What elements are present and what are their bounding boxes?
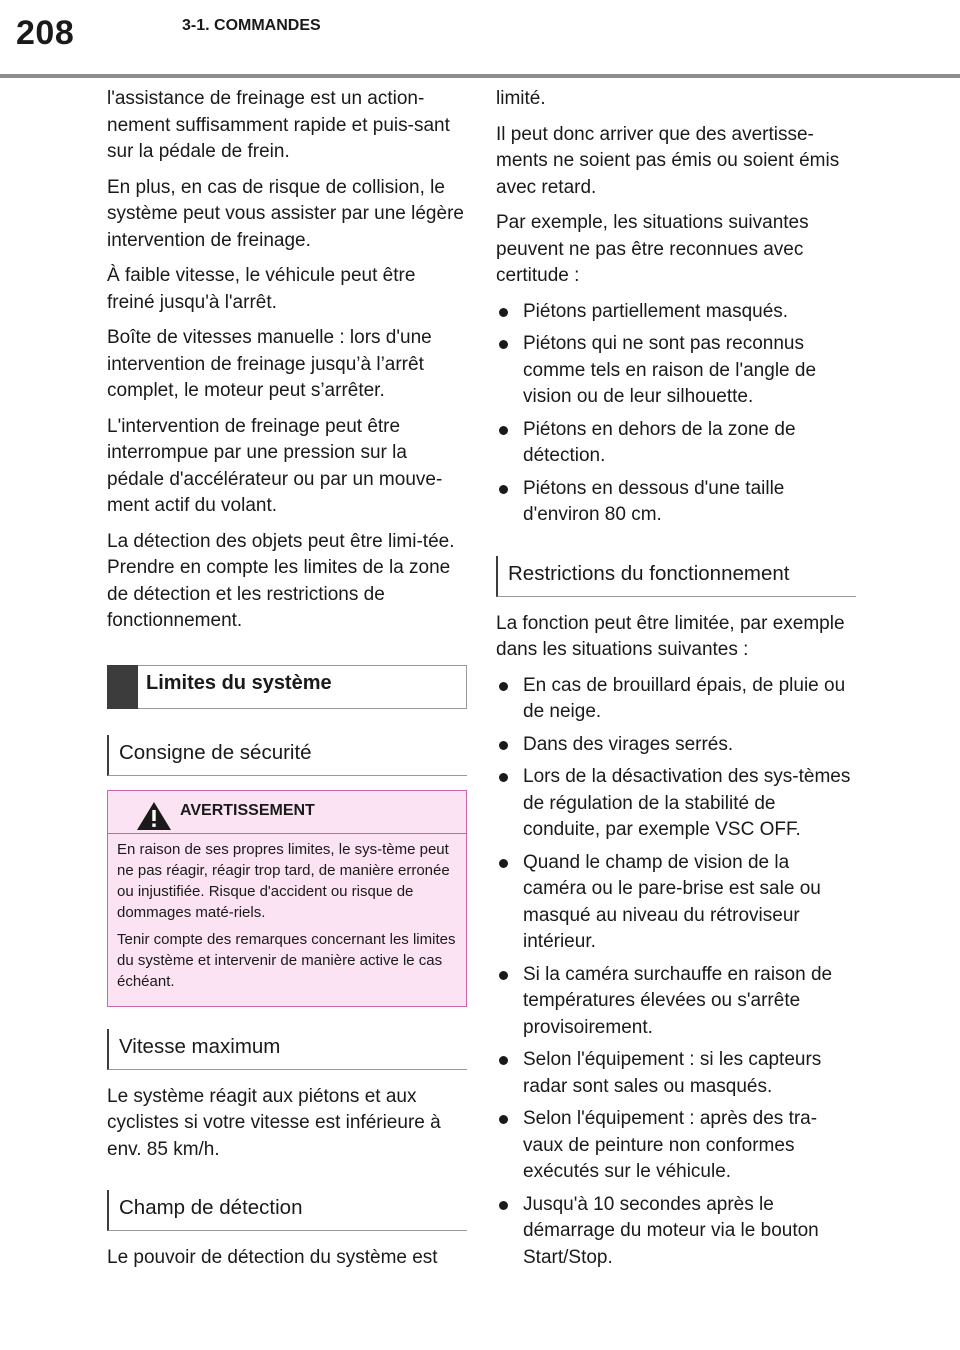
list-item: Quand le champ de vision de la caméra ou le pare-brise est sale ou masqué au niveau du rétroviseur intérieur. <box>496 850 856 956</box>
section-header-system-limits <box>107 665 467 709</box>
bullet-dot-icon <box>499 426 508 435</box>
warning-paragraph: Tenir compte des remarques concernant les limites du système et intervenir de manière active le cas échéant. <box>117 930 456 990</box>
warning-header <box>108 791 466 834</box>
list-item: Lors de la désactivation des sys-tèmes de régulation de la stabilité de conduite, par exemple VSC OFF. <box>496 764 856 844</box>
warning-box <box>107 790 467 1007</box>
list-item: Si la caméra surchauffe en raison de températures élevées ou s'arrête provisoirement. <box>496 962 856 1042</box>
page-number: 208 <box>16 14 75 52</box>
paragraph: Il peut donc arriver que des avertisse-ments ne soient pas émis ou soient émis avec retard. <box>496 123 840 198</box>
list-item: Jusqu'à 10 secondes après le démarrage du moteur via le bouton Start/Stop. <box>496 1192 856 1272</box>
warning-triangle-icon <box>136 801 172 831</box>
bullet-dot-icon <box>499 682 508 691</box>
paragraph: La fonction peut être limitée, par exemple dans les situations suivantes : <box>496 612 845 660</box>
paragraph: Boîte de vitesses manuelle : lors d'une intervention de freinage jusqu’à l’arrêt complet, le moteur peut s’arrêter. <box>107 327 432 401</box>
bullet-list <box>496 673 856 1272</box>
left-column <box>107 86 467 1281</box>
bullet-dot-icon <box>499 741 508 750</box>
header-rule <box>0 74 960 78</box>
bullet-dot-icon <box>499 1056 508 1065</box>
bullet-dot-icon <box>499 773 508 782</box>
subheading-max-speed <box>107 1029 467 1070</box>
subheading-safety <box>107 735 467 776</box>
bullet-dot-icon <box>499 308 508 317</box>
paragraph: L'intervention de freinage peut être interrompue par une pression sur la pédale d'accélérateur ou par un mouve-ment actif du volant. <box>107 415 443 516</box>
section-title: Limites du système <box>146 671 332 694</box>
paragraph: l'assistance de freinage est un action-nement suffisamment rapide et puis-sant sur la pédale de frein. <box>107 88 450 162</box>
bullet-dot-icon <box>499 485 508 494</box>
paragraph: À faible vitesse, le véhicule peut être freiné jusqu'à l'arrêt. <box>107 265 416 313</box>
paragraph: En plus, en cas de risque de collision, le système peut vous assister par une légère intervention de freinage. <box>107 176 464 251</box>
bullet-dot-icon <box>499 1115 508 1124</box>
warning-paragraph: En raison de ses propres limites, le sys-tème peut ne pas réagir, réagir trop tard, de manière erronée ou injustifiée. Risque d'accident ou risque de dommages maté-riels. <box>117 840 450 921</box>
subheading-restrictions <box>496 556 856 597</box>
list-item: Piétons en dehors de la zone de détection. <box>496 417 856 470</box>
paragraph: Le système réagit aux piétons et aux cyclistes si votre vitesse est inférieure à env. 85 km/h. <box>107 1085 441 1160</box>
right-column <box>496 86 856 1280</box>
list-item: Selon l'équipement : après des tra-vaux de peinture non conformes exécutés sur le véhicule. <box>496 1106 856 1186</box>
list-item: Piétons qui ne sont pas reconnus comme tels en raison de l'angle de vision ou de leur silhouette. <box>496 331 856 411</box>
bullet-dot-icon <box>499 859 508 868</box>
paragraph: limité. <box>496 88 546 109</box>
paragraph: Le pouvoir de détection du système est <box>107 1247 438 1268</box>
warning-title: AVERTISSEMENT <box>180 801 315 819</box>
subheading-title: Consigne de sécurité <box>119 740 312 764</box>
section-marker <box>107 665 138 709</box>
subheading-title: Vitesse maximum <box>119 1034 281 1058</box>
chapter-title: 3-1. COMMANDES <box>182 17 321 34</box>
list-item: Dans des virages serrés. <box>496 732 856 759</box>
subheading-title: Restrictions du fonctionnement <box>508 561 790 585</box>
page-header <box>0 0 960 80</box>
list-item: Piétons partiellement masqués. <box>496 299 856 326</box>
list-item: En cas de brouillard épais, de pluie ou de neige. <box>496 673 856 726</box>
subheading-detection-field <box>107 1190 467 1231</box>
list-item: Selon l'équipement : si les capteurs radar sont sales ou masqués. <box>496 1047 856 1100</box>
paragraph: Par exemple, les situations suivantes peuvent ne pas être reconnues avec certitude : <box>496 212 809 286</box>
bullet-list <box>496 299 856 529</box>
warning-body <box>108 834 466 1006</box>
bullet-dot-icon <box>499 340 508 349</box>
paragraph: La détection des objets peut être limi-tée. Prendre en compte les limites de la zone de détection et les restrictions de fonctionnement. <box>107 530 455 631</box>
bullet-dot-icon <box>499 971 508 980</box>
bullet-dot-icon <box>499 1201 508 1210</box>
subheading-title: Champ de détection <box>119 1196 303 1219</box>
list-item: Piétons en dessous d'une taille d'environ 80 cm. <box>496 476 856 529</box>
